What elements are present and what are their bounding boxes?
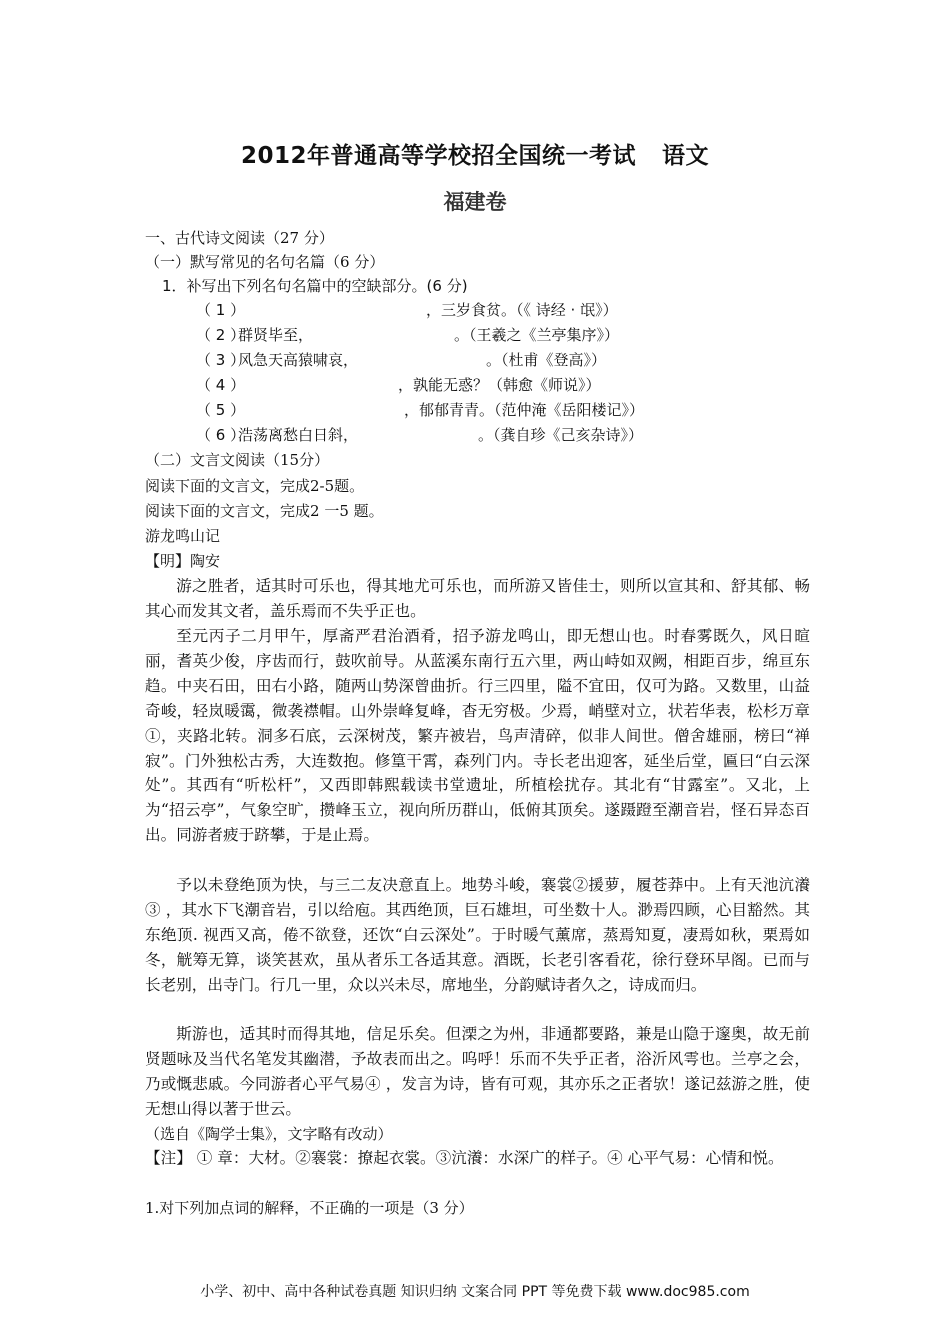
item-suffix: 。（王羲之《兰亭集序》） bbox=[454, 326, 620, 344]
passage-paragraph-2: 至元丙子二月甲午，厚斋严君治酒肴，招予游龙鸣山，即无想山也。时春雾既久，风日暄丽，耆英少俊，序齿而行，鼓吹前导。从蓝溪东南行五六里，两山峙如双阙，相距百步，绵亘东趋。中夹石田，田右小路，随两山势深曾曲折。行三四里，隘不宜田，仅可为路。又数里，山益奇峻，轻岚暖霭，微袭襟帽。山外崇峰复峰，杳无穷极。少焉，峭壁对立，状若华表，松杉万章①，夹路北转。洞多石底，云深树茂，繁卉被岩，鸟声清碎，似非人间世。僧舍雄丽，榜曰“禅寂”。门外独松古秀，大连数抱。修篁干霄，森列门内。寺长老出迎客，延坐后堂，匾曰“白云深处”。其西有“听松杆”，又西即韩熙载读书堂遗址，所植桧扰存。其北有“甘露室”。又北，上为“招云亭”，气象空旷，攒峰玉立，视向所历群山，低俯其顶矣。遂蹑蹬至潮音岩，怪石异态百出。同游者疲于跻攀，于是止焉。 bbox=[145, 627, 810, 845]
fill-item-2 bbox=[196, 325, 620, 345]
fill-item-5 bbox=[196, 400, 645, 420]
item-prefix: 群贤毕至， bbox=[238, 326, 314, 344]
reading-instruction-a: 阅读下面的文言文，完成2-5题。 bbox=[145, 477, 365, 495]
passage-notes: 【注】 ① 章：大材。②褰裳：撩起衣裳。③沆瀁：水深广的样子。④ 心平气易：心情和悦。 bbox=[145, 1149, 784, 1167]
item-suffix: ，郁郁青青。（范仲淹《岳阳楼记》） bbox=[404, 401, 645, 419]
footer-ad: 小学、初中、高中各种试卷真题 知识归纳 文案合同 PPT 等免费下载 www.doc985.com bbox=[200, 1284, 750, 1300]
item-suffix: 。（龚自珍《己亥杂诗》） bbox=[478, 426, 644, 444]
exam-subtitle: 福建卷 bbox=[443, 190, 507, 214]
item-prefix: 风急天高猿啸哀， bbox=[238, 351, 359, 369]
passage-author: 【明】陶安 bbox=[145, 552, 221, 570]
item-number: （ 6 ） bbox=[196, 426, 246, 444]
title-main: 2012年普通高等学校招全国统一考试 bbox=[240, 143, 636, 169]
passage-source: （选自《陶学士集》，文字略有改动） bbox=[145, 1125, 393, 1143]
item-suffix: 。（杜甫《登高》） bbox=[486, 351, 607, 369]
passage-title: 游龙鸣山记 bbox=[145, 527, 221, 545]
item-number: （ 3 ） bbox=[196, 351, 246, 369]
item-suffix: ，三岁食贫。（《 诗经 · 氓》） bbox=[426, 301, 618, 319]
item-number: （ 1 ） bbox=[196, 301, 246, 319]
fill-item-1 bbox=[196, 300, 618, 320]
item-number: （ 5 ） bbox=[196, 401, 246, 419]
question-1-stem: 1．补写出下列名句名篇中的空缺部分。(6 分) bbox=[162, 277, 468, 295]
item-number: （ 4 ） bbox=[196, 376, 246, 394]
passage-paragraph-1: 游之胜者，适其时可乐也，得其地尤可乐也，而所游又皆佳士，则所以宣其和、舒其郁、畅其心而发其文者，盖乐焉而不失乎正也。 bbox=[145, 577, 810, 620]
part1-heading: （一）默写常见的名句名篇（6 分） bbox=[145, 253, 385, 271]
passage-paragraph-3: 予以未登绝顶为快，与三二友决意直上。地势斗峻，褰裳②援萝，履苍莽中。上有天池沆瀁③ ，其水下飞潮音岩，引以给庖。其西绝顶，巨石雄坦，可坐数十人。渺焉四顾，心目豁然。其东绝顶. 视西又高，倦不欲登，还饮“白云深处”。于时暖气薰席，蒸焉知夏，凄焉如秋，栗焉如冬，觥筹无算，谈笑甚欢，虽从者乐工各适其意。酒既，长老引客看花，徐行登环早阁。已而与长老别，出寺门。行几一里，众以兴未尽，席地坐，分韵赋诗者久之，诗成而归。 bbox=[145, 876, 810, 994]
fill-item-3 bbox=[196, 350, 607, 370]
item-prefix: 浩荡离愁白日斜， bbox=[238, 426, 359, 444]
question-next: 1.对下列加点词的解释，不正确的一项是（3 分） bbox=[145, 1199, 474, 1217]
title-subject: 语文 bbox=[662, 143, 709, 169]
fill-item-6 bbox=[196, 425, 644, 445]
exam-title bbox=[0, 137, 950, 170]
part2-heading: （二）文言文阅读（15分） bbox=[145, 451, 330, 469]
passage-paragraph-4: 斯游也，适其时而得其地，信足乐矣。但溧之为州，非通都要路，兼是山隐于邃奥，故无前贤题咏及当代名笔发其幽潜，予故表而出之。呜呼！乐而不失乎正者，浴沂风雩也。兰亭之会，乃或慨悲戚。今同游者心平气易④ ，发言为诗，皆有可观，其亦乐之正者欤！遂记兹游之胜，使无想山得以著于世云。 bbox=[145, 1025, 810, 1118]
reading-instruction-b: 阅读下面的文言文，完成2 一5 题。 bbox=[145, 502, 384, 520]
section-heading: 一、古代诗文阅读（27 分） bbox=[145, 229, 334, 247]
fill-item-4 bbox=[196, 375, 601, 395]
item-number: （ 2 ） bbox=[196, 326, 246, 344]
item-suffix: ，孰能无惑？（韩愈《师说》） bbox=[398, 376, 601, 394]
